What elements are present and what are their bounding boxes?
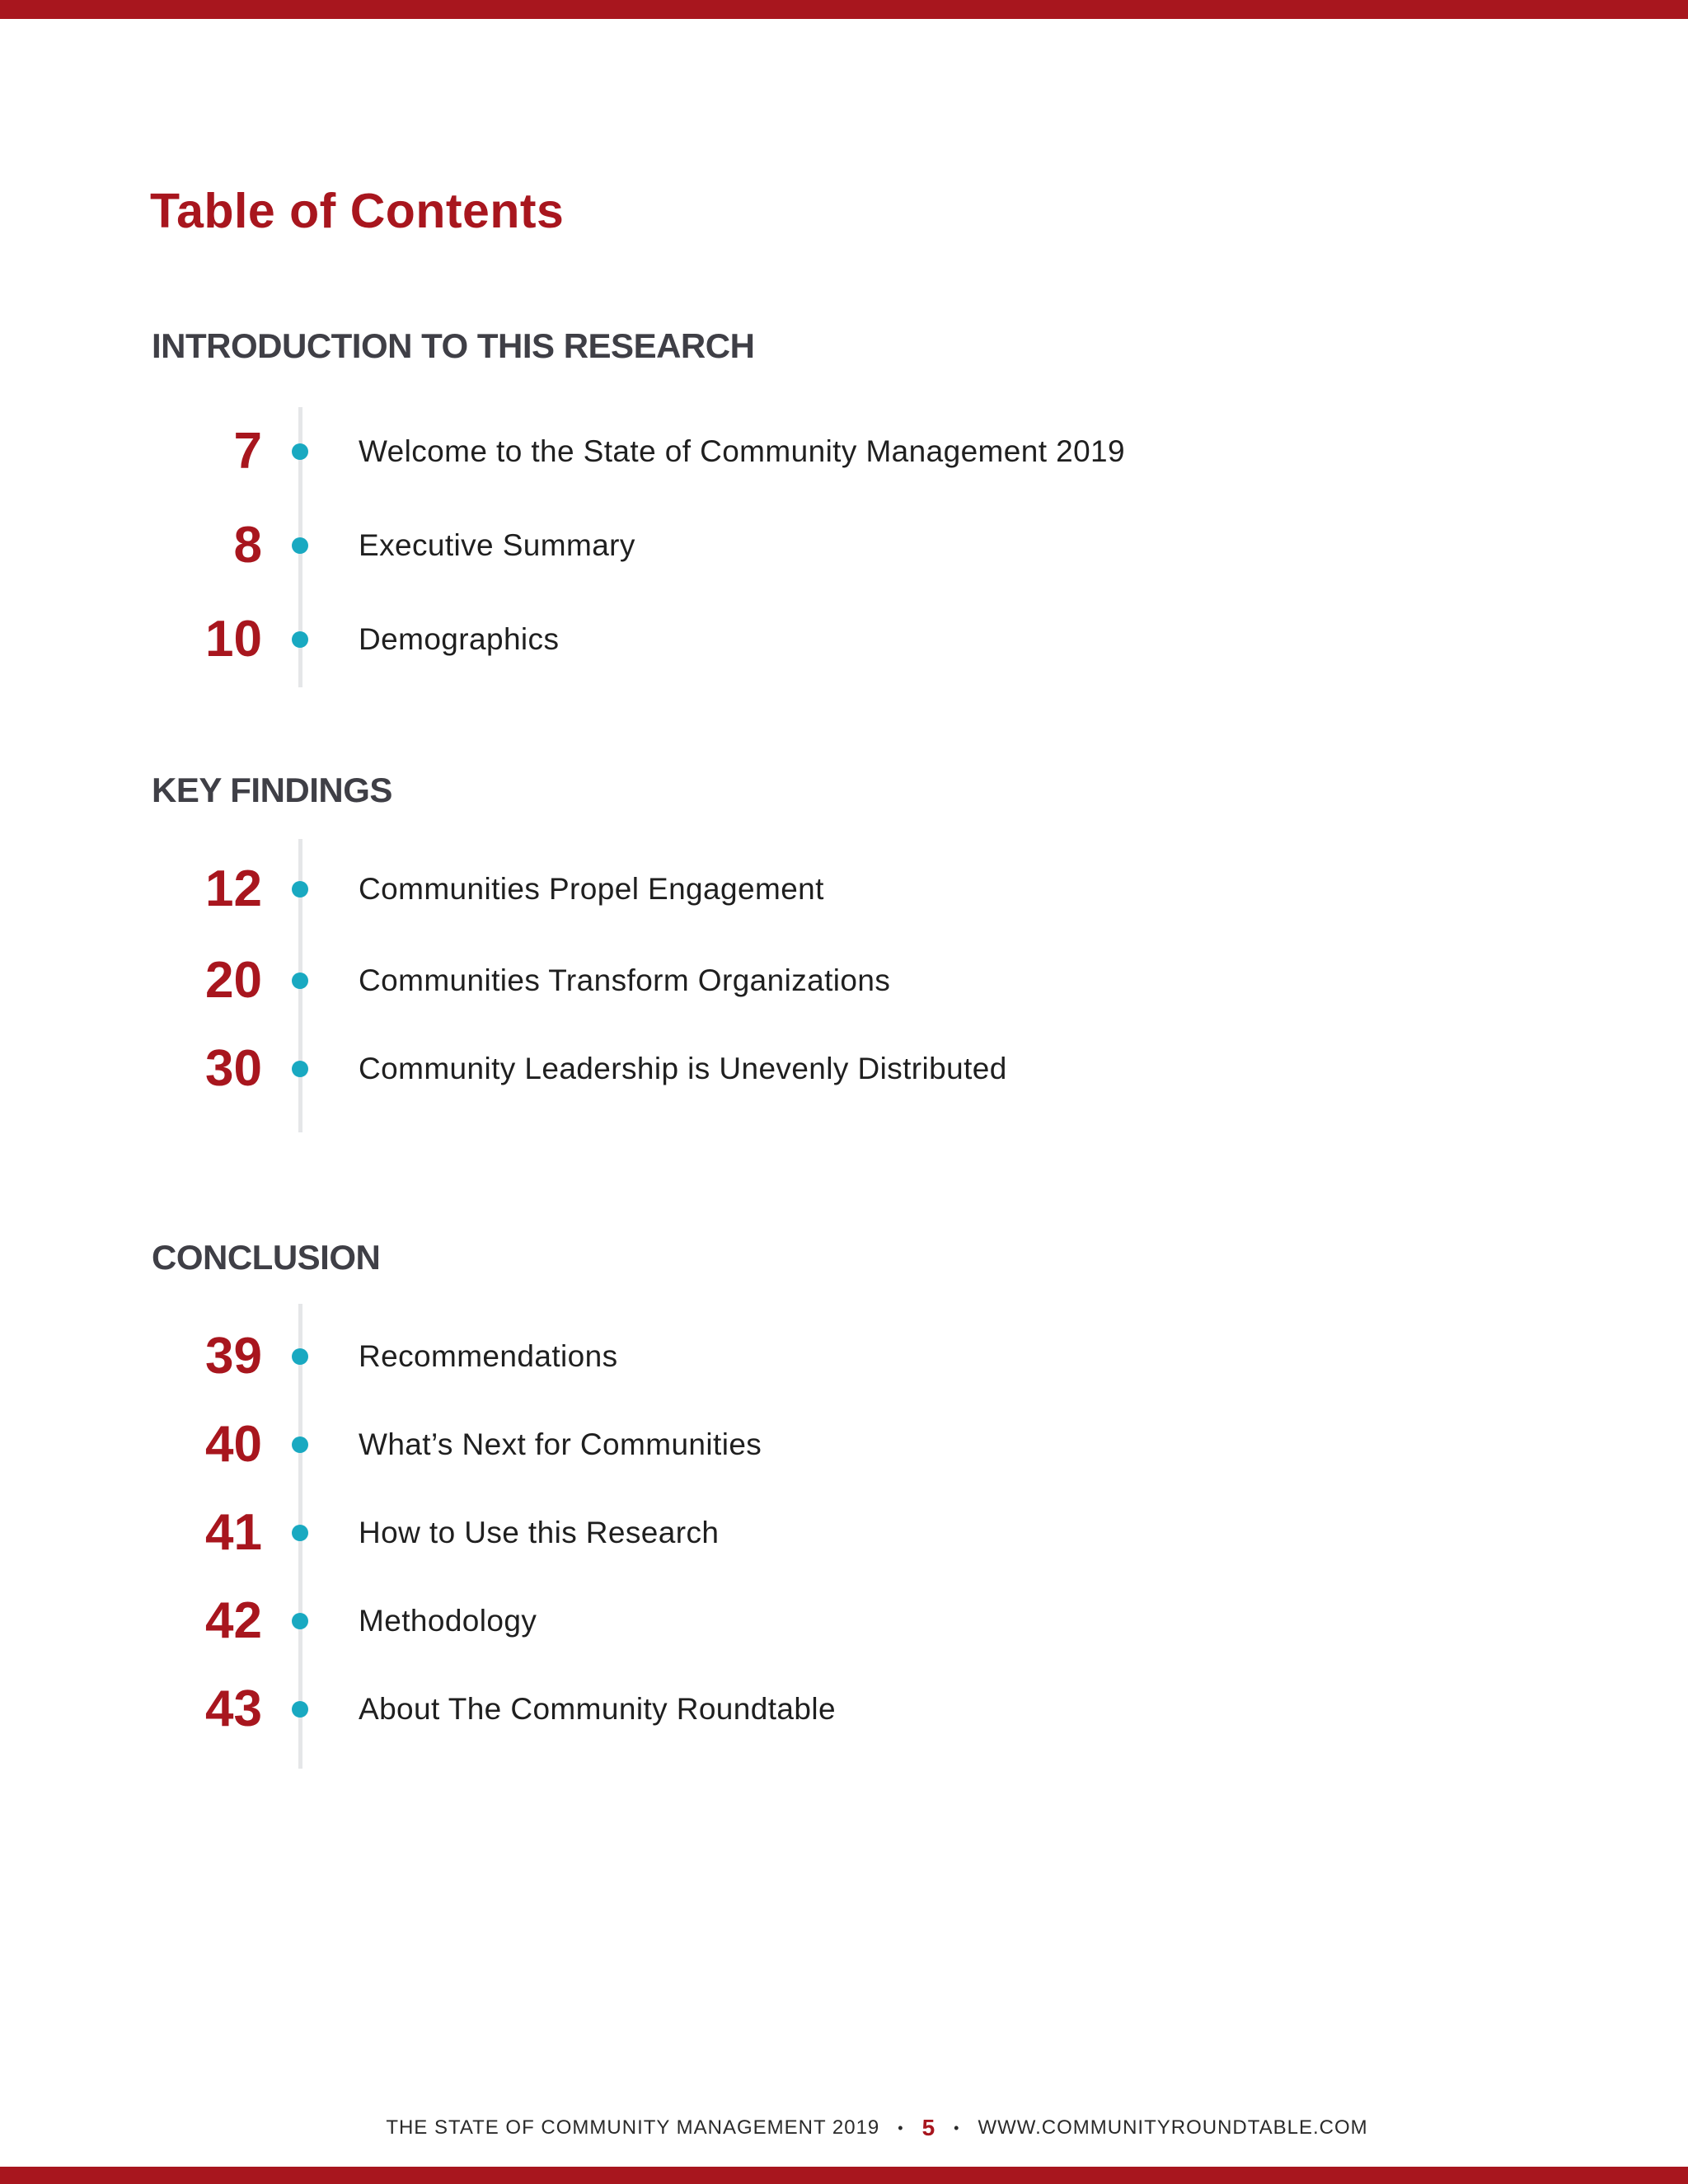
toc-entry[interactable] — [0, 1324, 1688, 1390]
section-heading: INTRODUCTION TO THIS RESEARCH — [152, 326, 755, 365]
page-number: 7 — [233, 423, 262, 480]
entry-label: Recommendations — [359, 1339, 618, 1373]
bullet-dot — [292, 443, 308, 460]
section-heading: CONCLUSION — [152, 1238, 381, 1277]
bullet-dot — [292, 881, 308, 898]
footer-website[interactable]: WWW.COMMUNITYROUNDTABLE.COM — [978, 2116, 1368, 2139]
toc-entry[interactable] — [0, 513, 1688, 579]
footer-separator: • — [954, 2119, 960, 2136]
bullet-dot — [292, 537, 308, 554]
bullet-dot — [292, 972, 308, 989]
toc-entry[interactable] — [0, 607, 1688, 673]
entry-label: About The Community Roundtable — [359, 1692, 836, 1726]
toc-entry[interactable] — [0, 1500, 1688, 1566]
toc-entry[interactable] — [0, 856, 1688, 922]
entry-label: Communities Transform Organizations — [359, 963, 891, 997]
page-number: 43 — [205, 1680, 262, 1737]
page-footer — [0, 2110, 1688, 2146]
bullet-dot — [292, 1061, 308, 1077]
page-number: 42 — [205, 1592, 262, 1649]
section-heading: KEY FINDINGS — [152, 771, 392, 809]
entry-label: Communities Propel Engagement — [359, 872, 824, 906]
footer-separator: • — [898, 2119, 904, 2136]
page-number: 10 — [205, 611, 262, 668]
footer-publication: THE STATE OF COMMUNITY MANAGEMENT 2019 — [386, 2116, 880, 2139]
page-number: 20 — [205, 952, 262, 1009]
bullet-dot — [292, 1525, 308, 1541]
page-number: 40 — [205, 1416, 262, 1473]
entry-label: What’s Next for Communities — [359, 1427, 762, 1461]
toc-entry[interactable] — [0, 948, 1688, 1014]
entry-label: Welcome to the State of Community Management 2019 — [359, 434, 1126, 468]
toc-entry[interactable] — [0, 1676, 1688, 1742]
entry-label: Community Leadership is Unevenly Distributed — [359, 1052, 1007, 1085]
bottom-accent-bar — [0, 2167, 1688, 2184]
entry-label: How to Use this Research — [359, 1516, 720, 1549]
bullet-dot — [292, 631, 308, 648]
page-number: 8 — [233, 517, 262, 574]
footer-page-number: 5 — [921, 2115, 936, 2140]
bullet-dot — [292, 1348, 308, 1365]
entry-label: Methodology — [359, 1604, 537, 1638]
page-number: 39 — [205, 1328, 262, 1385]
toc-entry[interactable] — [0, 1588, 1688, 1654]
page-title: Table of Contents — [150, 184, 565, 238]
toc-entry[interactable] — [0, 1036, 1688, 1102]
toc-entry[interactable] — [0, 1412, 1688, 1478]
entry-label: Executive Summary — [359, 528, 635, 562]
top-accent-bar — [0, 0, 1688, 19]
entry-label: Demographics — [359, 622, 560, 656]
bullet-dot — [292, 1436, 308, 1453]
bullet-dot — [292, 1613, 308, 1629]
page-number: 12 — [205, 860, 262, 917]
page-number: 41 — [205, 1504, 262, 1561]
bullet-dot — [292, 1701, 308, 1718]
toc-entry[interactable] — [0, 419, 1688, 485]
page-number: 30 — [205, 1040, 262, 1097]
